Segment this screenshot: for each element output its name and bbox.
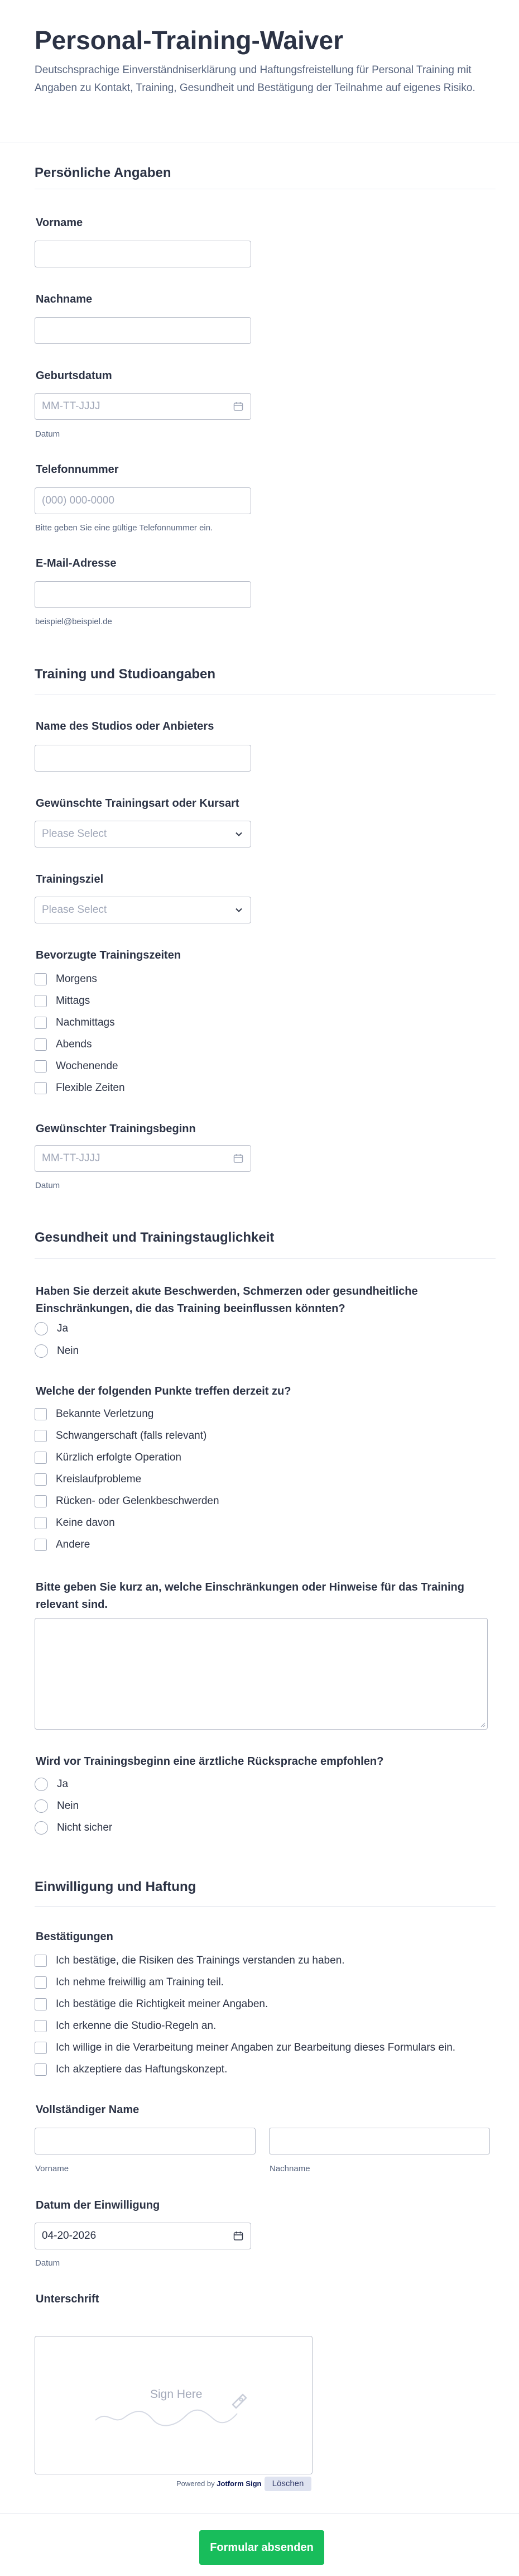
checkbox[interactable] (35, 1998, 47, 2010)
training-type-label: Gewünschte Trainingsart oder Kursart (36, 797, 239, 810)
training-start-placeholder: MM-TT-JJJJ (42, 1152, 100, 1164)
signature-label: Unterschrift (36, 2293, 99, 2305)
training-type-placeholder: Please Select (42, 828, 107, 840)
checkbox-option[interactable] (35, 1953, 345, 1968)
option-label: Schwangerschaft (falls relevant) (56, 1430, 207, 1442)
submit-button[interactable]: Formular absenden (199, 2530, 324, 2565)
option-label: Ich akzeptiere das Haftungskonzept. (56, 2063, 228, 2075)
training-type-select[interactable] (35, 821, 251, 848)
jotform-sign-brand: Jotform Sign (217, 2479, 262, 2488)
radio[interactable] (35, 1344, 48, 1358)
option-label: Nachmittags (56, 1017, 115, 1028)
last-name-label: Nachname (36, 293, 93, 305)
option-label: Bekannte Verletzung (56, 1408, 154, 1420)
checkbox-option[interactable] (35, 972, 97, 987)
checkbox[interactable] (35, 973, 47, 985)
option-label: Andere (56, 1539, 90, 1550)
health-q2-label: Welche der folgenden Punkte treffen derzeit zu? (36, 1385, 291, 1397)
section-heading-health: Gesundheit und Trainingstauglichkeit (35, 1230, 275, 1245)
email-label: E-Mail-Adresse (36, 557, 117, 569)
checkbox-option[interactable] (35, 1016, 115, 1030)
checkbox[interactable] (35, 1495, 47, 1507)
option-label: Ich bestätige, die Risiken des Trainings verstanden zu haben. (56, 1955, 345, 1966)
training-start-label: Gewünschter Trainingsbeginn (36, 1123, 196, 1135)
consent-date-label: Datum der Einwilligung (36, 2199, 160, 2211)
checkbox-option[interactable] (35, 1997, 268, 2012)
option-label: Ich nehme freiwillig am Training teil. (56, 1976, 224, 1988)
section-divider (35, 1258, 496, 1259)
option-label: Ja (57, 1778, 69, 1790)
pen-icon (229, 2390, 249, 2410)
last-name-sublabel: Nachname (270, 2164, 310, 2173)
signature-pad[interactable] (35, 2336, 313, 2474)
training-goal-placeholder: Please Select (42, 904, 107, 916)
checkbox-option[interactable] (35, 1494, 219, 1509)
full-name-first-input[interactable] (35, 2128, 256, 2154)
option-label: Ja (57, 1323, 69, 1334)
radio[interactable] (35, 1322, 48, 1335)
checkbox-option[interactable] (35, 2019, 216, 2033)
option-label: Nein (57, 1800, 79, 1812)
form-subtitle: Deutschsprachige Einverständniserklärung und Haftungsfreistellung für Personal Training mit Angaben zu Kontakt, Training, Gesundheit und Bestätigung der Teilnahme auf eigenes Risiko. (35, 64, 475, 94)
checkbox-option[interactable] (35, 1472, 141, 1487)
section-divider (35, 1906, 496, 1907)
birthdate-placeholder: MM-TT-JJJJ (42, 400, 100, 412)
checkbox-option[interactable] (35, 1450, 181, 1465)
option-label: Mittags (56, 995, 90, 1007)
option-label: Wochenende (56, 1060, 118, 1072)
radio-option[interactable] (35, 1799, 79, 1813)
checkbox-option[interactable] (35, 2062, 227, 2077)
option-label: Ich bestätige die Richtigkeit meiner Angaben. (56, 1998, 268, 2010)
last-name-input[interactable] (35, 317, 251, 344)
radio[interactable] (35, 1778, 48, 1791)
email-sublabel: beispiel@beispiel.de (35, 617, 112, 626)
form-header (35, 25, 492, 97)
checkbox[interactable] (35, 1430, 47, 1442)
radio-option[interactable] (35, 1344, 79, 1358)
checkbox-option[interactable] (35, 1059, 118, 1074)
option-label: Ich willige in die Verarbeitung meiner Angaben zur Bearbeitung dieses Formulars ein. (56, 2042, 456, 2053)
checkbox[interactable] (35, 1473, 47, 1486)
checkbox-option[interactable] (35, 994, 90, 1008)
checkbox-option[interactable] (35, 1975, 224, 1990)
training-times-label: Bevorzugte Trainingszeiten (36, 949, 181, 961)
checkbox-option[interactable] (35, 1407, 153, 1421)
checkbox[interactable] (35, 1060, 47, 1072)
phone-placeholder: (000) 000-0000 (42, 495, 114, 506)
phone-input[interactable] (35, 487, 251, 514)
restrictions-textarea[interactable] (35, 1618, 488, 1730)
checkbox[interactable] (35, 1539, 47, 1551)
section-heading-personal: Persönliche Angaben (35, 165, 171, 180)
full-name-label: Vollständiger Name (36, 2104, 140, 2116)
consent-date-value: 04-20-2026 (42, 2230, 97, 2242)
checkbox[interactable] (35, 1038, 47, 1051)
first-name-input[interactable] (35, 241, 251, 267)
option-label: Rücken- oder Gelenkbeschwerden (56, 1495, 219, 1507)
checkbox[interactable] (35, 1976, 47, 1989)
checkbox[interactable] (35, 1955, 47, 1967)
checkbox-option[interactable] (35, 1037, 92, 1052)
option-label: Kreislaufprobleme (56, 1473, 142, 1485)
option-label: Keine davon (56, 1517, 115, 1529)
full-name-last-input[interactable] (269, 2128, 490, 2154)
health-q3-label: Bitte geben Sie kurz an, welche Einschränkungen oder Hinweise für das Training relevant sind. (36, 1581, 464, 1611)
checkbox[interactable] (35, 2063, 47, 2076)
radio-option[interactable] (35, 1821, 112, 1835)
training-start-sublabel: Datum (35, 1181, 60, 1190)
calendar-icon[interactable] (233, 401, 244, 412)
email-input[interactable] (35, 581, 251, 608)
radio-option[interactable] (35, 1321, 68, 1336)
birthdate-input[interactable] (35, 393, 251, 420)
option-label: Morgens (56, 973, 97, 985)
first-name-label: Vorname (36, 217, 83, 229)
radio[interactable] (35, 1799, 48, 1813)
section-heading-consent: Einwilligung und Haftung (35, 1879, 196, 1894)
checkbox[interactable] (35, 1408, 47, 1420)
training-goal-label: Trainingsziel (36, 873, 104, 885)
checkbox[interactable] (35, 2020, 47, 2032)
sign-here-placeholder: Sign Here (150, 2388, 203, 2401)
calendar-icon[interactable] (233, 1153, 244, 1164)
studio-input[interactable] (35, 745, 251, 772)
option-label: Abends (56, 1038, 92, 1050)
health-q1-label: Haben Sie derzeit akute Beschwerden, Schmerzen oder gesundheitliche Einschränkungen, die das Training beeinflussen könnten? (36, 1285, 418, 1315)
studio-label: Name des Studios oder Anbieters (36, 720, 214, 732)
resize-handle-icon[interactable] (480, 1722, 486, 1727)
footer-divider (0, 2513, 519, 2514)
checkbox[interactable] (35, 1517, 47, 1529)
training-goal-select[interactable] (35, 897, 251, 923)
option-label: Kürzlich erfolgte Operation (56, 1452, 181, 1463)
checkbox[interactable] (35, 1452, 47, 1464)
chevron-down-icon (235, 906, 243, 914)
phone-label: Telefonnummer (36, 463, 119, 476)
checkbox[interactable] (35, 1082, 47, 1094)
training-start-input[interactable] (35, 1145, 251, 1172)
checkbox-option[interactable] (35, 1516, 115, 1530)
checkbox[interactable] (35, 2042, 47, 2054)
checkbox-option[interactable] (35, 1538, 90, 1552)
confirmations-label: Bestätigungen (36, 1931, 113, 1943)
clear-signature-button[interactable]: Löschen (265, 2477, 311, 2491)
powered-by-text (176, 2479, 261, 2488)
option-label: Ich erkenne die Studio-Regeln an. (56, 2020, 217, 2032)
consent-date-input[interactable] (35, 2223, 251, 2249)
calendar-icon[interactable] (233, 2230, 244, 2242)
option-label: Nein (57, 1345, 79, 1357)
consent-date-sublabel: Datum (35, 2258, 60, 2268)
health-q4-label: Wird vor Trainingsbeginn eine ärztliche Rücksprache empfohlen? (36, 1755, 384, 1768)
birthdate-sublabel: Datum (35, 429, 60, 439)
powered-by-label: Powered by (176, 2479, 215, 2488)
radio[interactable] (35, 1821, 48, 1835)
form-title: Personal-Training-Waiver (35, 26, 343, 55)
radio-option[interactable] (35, 1777, 68, 1792)
phone-sublabel: Bitte geben Sie eine gültige Telefonnummer ein. (35, 523, 213, 533)
chevron-down-icon (235, 830, 243, 838)
checkbox-option[interactable] (35, 1429, 206, 1443)
checkbox-option[interactable] (35, 2041, 455, 2055)
checkbox-option[interactable] (35, 1081, 125, 1095)
section-heading-training: Training und Studioangaben (35, 667, 215, 682)
checkbox[interactable] (35, 1017, 47, 1029)
first-name-sublabel: Vorname (35, 2164, 69, 2173)
option-label: Flexible Zeiten (56, 1082, 125, 1094)
checkbox[interactable] (35, 995, 47, 1007)
option-label: Nicht sicher (57, 1822, 113, 1833)
birthdate-label: Geburtsdatum (36, 370, 112, 382)
